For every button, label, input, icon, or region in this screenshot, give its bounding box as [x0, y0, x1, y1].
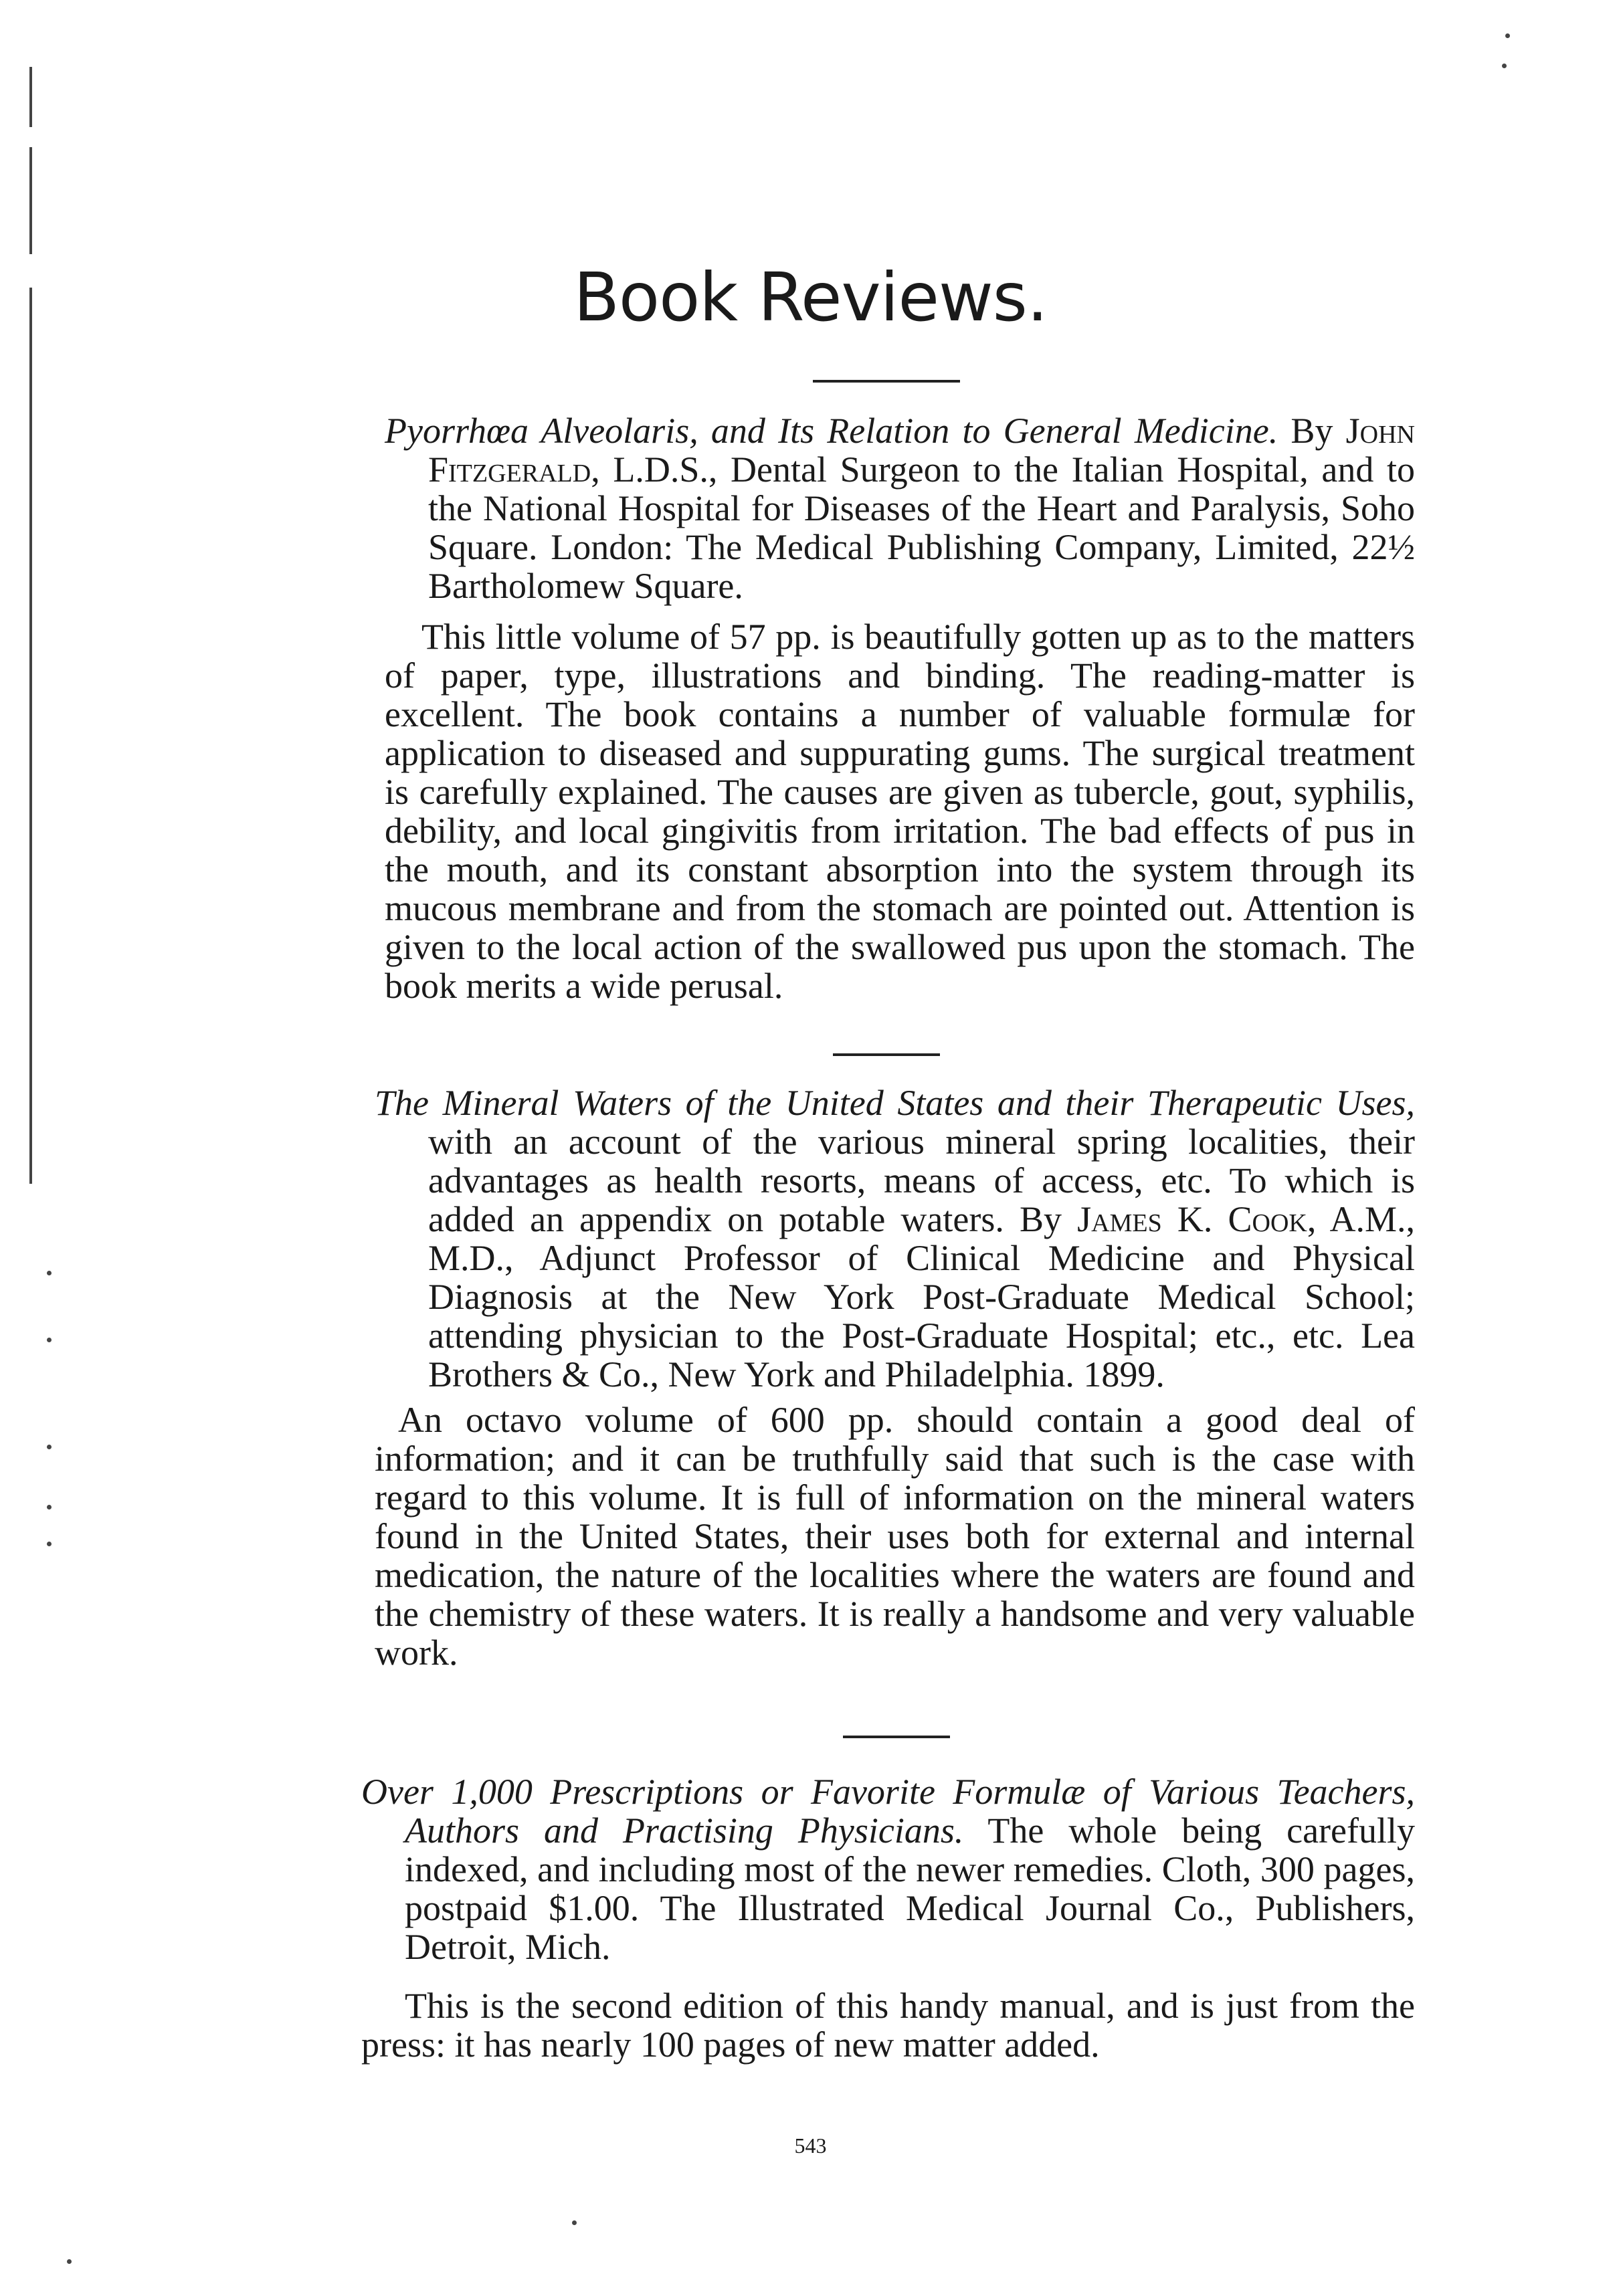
margin-mark — [29, 67, 32, 127]
separator-rule-1 — [833, 1053, 940, 1056]
margin-speck — [1502, 64, 1507, 68]
review-1-by: By — [1291, 411, 1333, 451]
margin-mark — [29, 147, 32, 254]
review-2-title: The Mineral Waters of the United States and their Therapeutic Uses, — [375, 1083, 1415, 1123]
review-3-citation — [361, 1772, 1415, 1966]
margin-speck — [1505, 33, 1510, 38]
review-1-author: John Fitzgerald — [428, 411, 1415, 490]
review-1-citation — [385, 411, 1415, 605]
margin-speck — [47, 1271, 52, 1275]
margin-mark — [29, 288, 32, 1184]
review-3-title: Over 1,000 Prescriptions or Favorite Formulæ of Various Teachers, Authors and Practising Physicians. — [361, 1772, 1415, 1851]
review-2-details: , A.M., M.D., Adjunct Professor of Clinical Medicine and Physical Diagnosis at the New York Post-Graduate Medical School; attending physician to the Post-Graduate Hospital; etc., etc. Lea Brothers & Co., New York and Philadelphia. 1899. — [428, 1199, 1416, 1394]
margin-speck — [47, 1338, 52, 1342]
review-entry-1 — [385, 411, 1415, 1005]
page-heading: Book Reviews. — [573, 258, 1048, 336]
review-1-body: This little volume of 57 pp. is beautifully gotten up as to the matters of paper, type, illustrations and binding. The reading-matter is excellent. The book contains a number of valuable formulæ for application to diseased and suppurating gums. The surgical treatment is carefully explained. The causes are given as tubercle, gout, syphilis, debility, and local gingivitis from irritation. The bad effects of pus in the mouth, and its constant absorption into the system through its mucous membrane and from the stomach are pointed out. Attention is given to the local action of the swallowed pus upon the stomach. The book merits a wide perusal. — [385, 617, 1415, 1006]
review-3-body: This is the second edition of this handy manual, and is just from the press: it has nearly 100 pages of new matter added. — [361, 1986, 1415, 2065]
review-entry-3 — [361, 1772, 1415, 2064]
margin-speck — [67, 2259, 72, 2264]
margin-speck — [47, 1542, 52, 1546]
review-3-details: The whole being carefully indexed, and including most of the newer remedies. Cloth, 300 pages, postpaid $1.00. The Illustrated Medical Journal Co., Publishers, Detroit, Mich. — [405, 1810, 1415, 1967]
margin-speck — [47, 1505, 52, 1509]
page-number: 543 — [794, 2133, 827, 2158]
review-2-body: An octavo volume of 600 pp. should contain a good deal of information; and it can be truthfully said that such is the case with regard to this volume. It is full of information on the mineral waters found in the United States, their uses both for external and internal medication, the nature of the localities where the waters are found and the chemistry of these waters. It is really a handsome and very valuable work. — [375, 1400, 1415, 1673]
margin-speck — [572, 2220, 577, 2225]
heading-rule — [813, 380, 960, 383]
review-2-author: James K. Cook — [1077, 1199, 1307, 1239]
review-entry-2 — [375, 1083, 1415, 1672]
margin-speck — [47, 1445, 52, 1449]
review-1-details: , L.D.S., Dental Surgeon to the Italian Hospital, and to the National Hospital for Diseases of the Heart and Paralysis, Soho Square. London: The Medical Publishing Company, Limited, 22½ Bartholomew Square. — [428, 449, 1415, 606]
separator-rule-2 — [843, 1736, 950, 1738]
review-2-subtitle: with an account of the various mineral spring localities, their advantages as health resorts, means of access, etc. To which is added an appendix on potable waters. By — [428, 1122, 1415, 1239]
review-2-citation — [375, 1083, 1415, 1394]
review-1-title: Pyorrhœa Alveolaris, and Its Relation to General Medicine. — [385, 411, 1278, 451]
